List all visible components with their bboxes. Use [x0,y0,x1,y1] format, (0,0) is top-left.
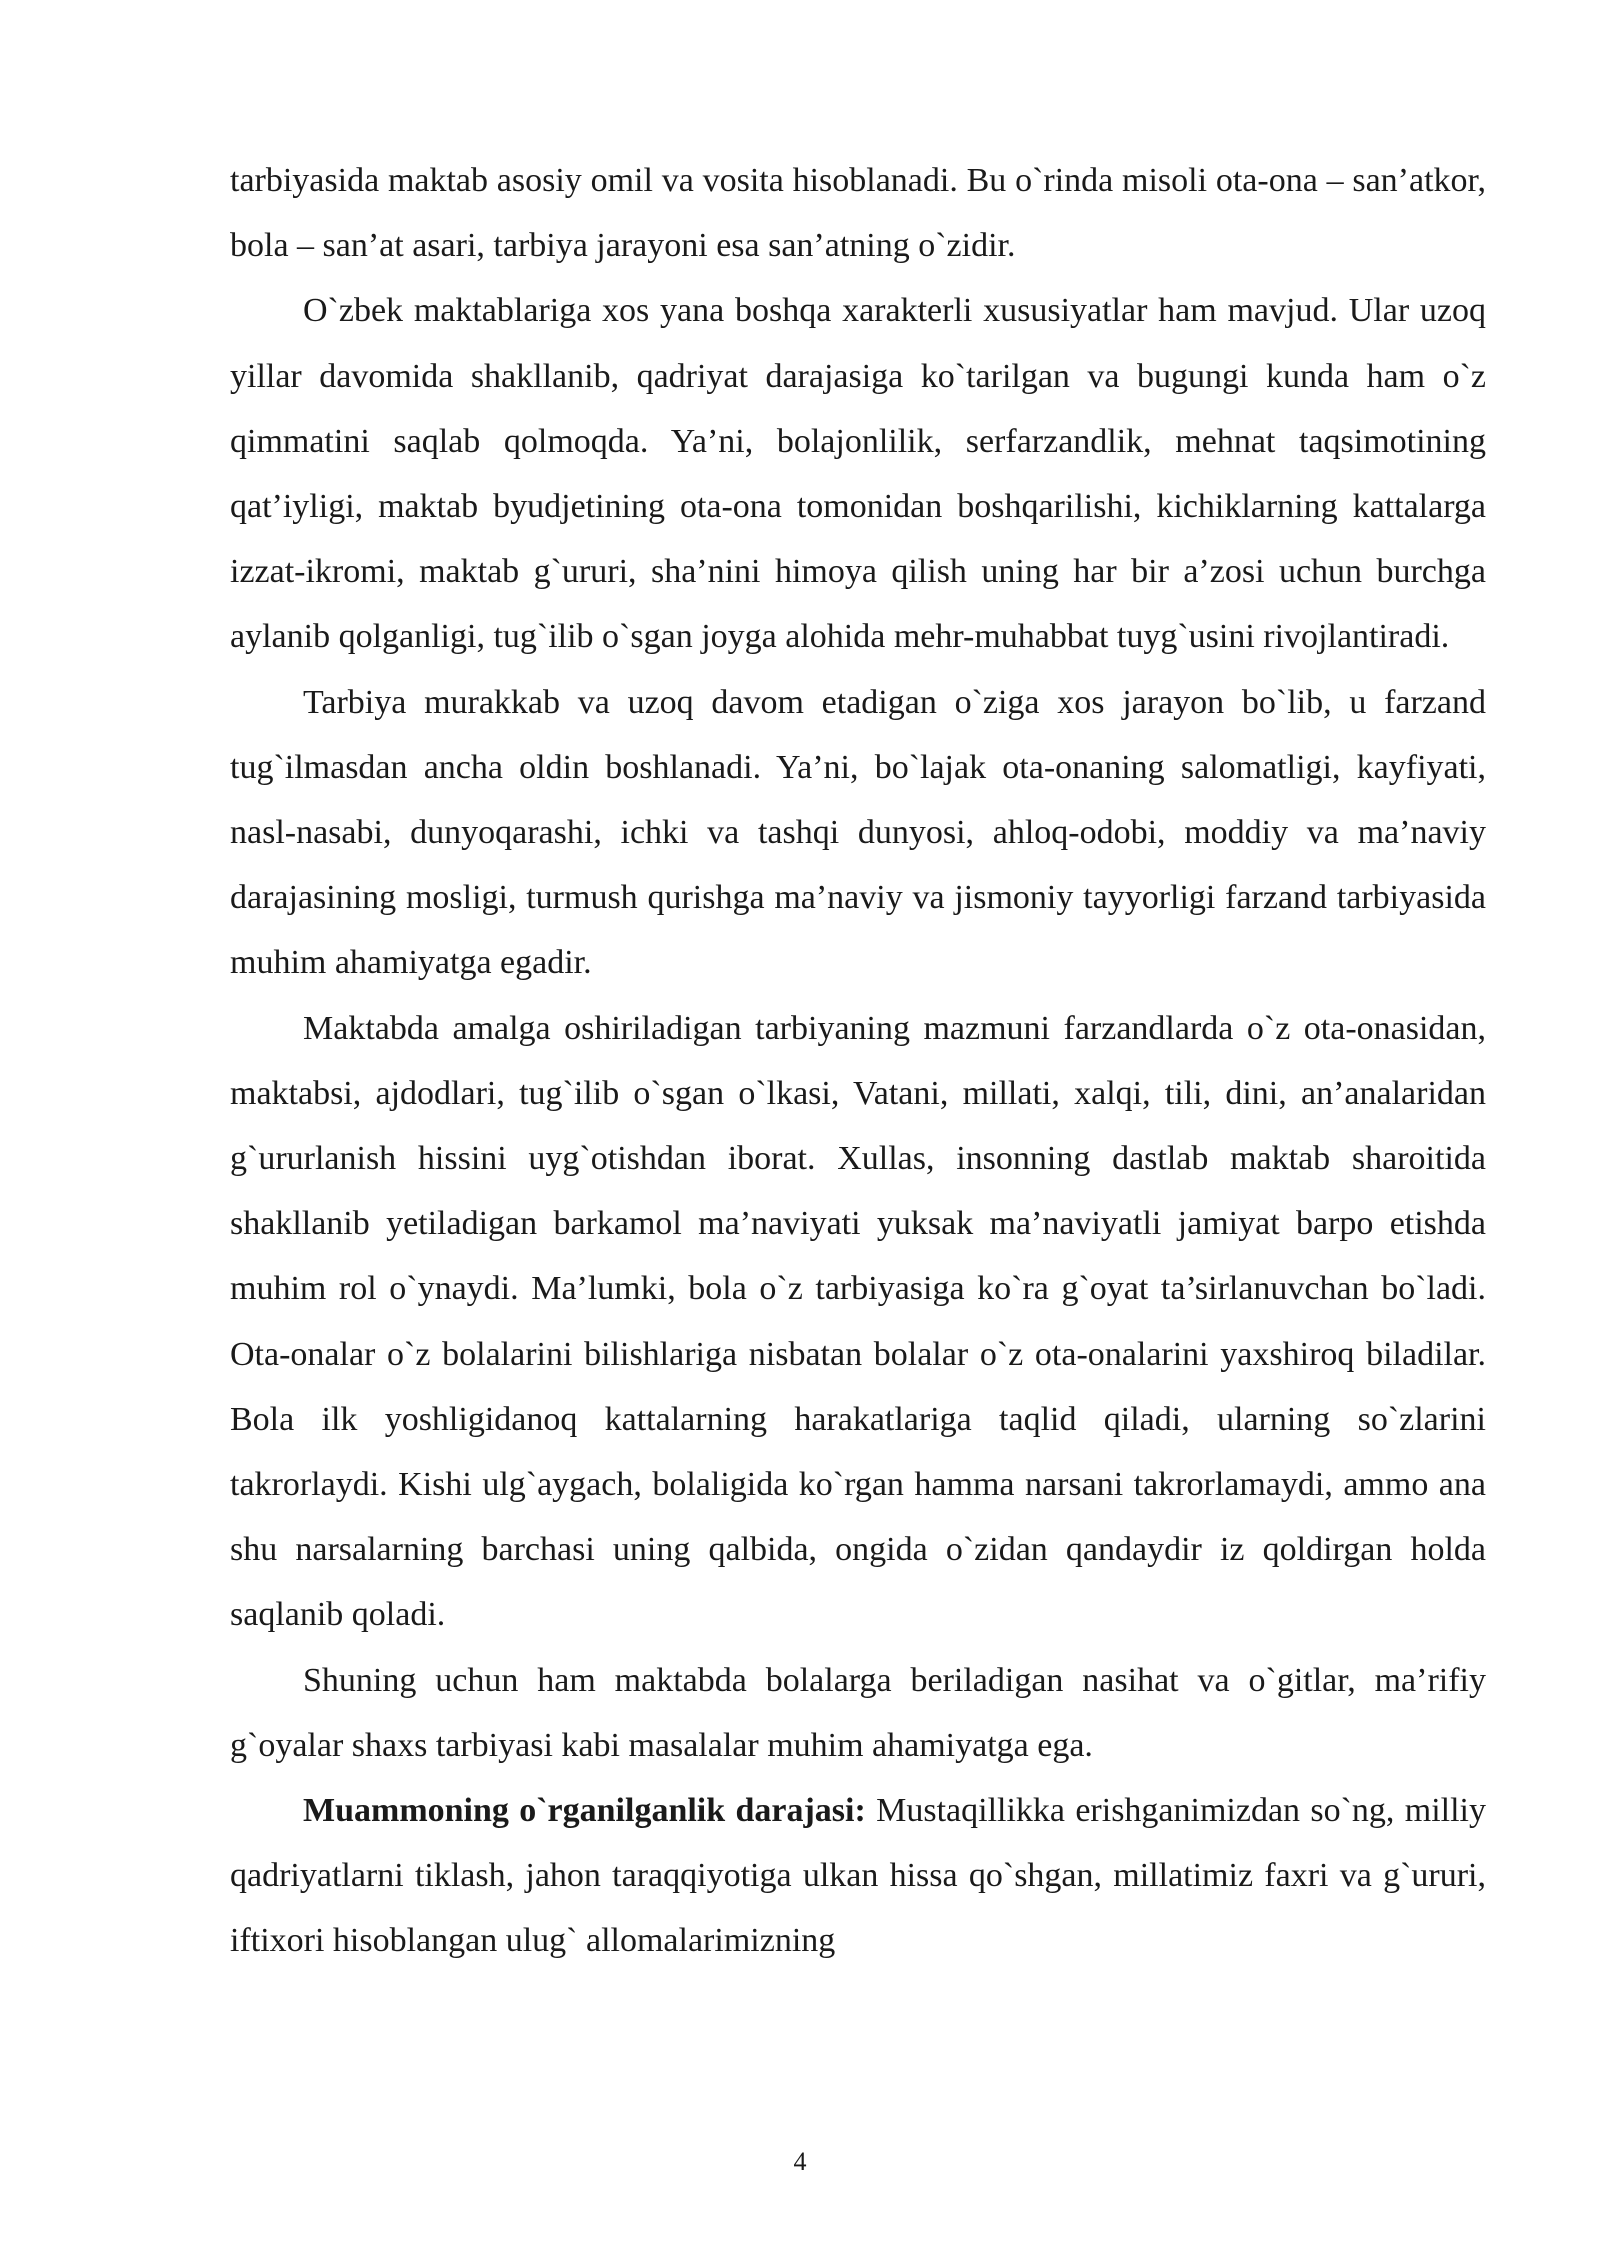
paragraph-advice: Shuning uchun ham maktabda bolalarga beriladigan nasihat va o`gitlar, ma’rifiy g`oyalar shaxs tarbiyasi kabi masalalar muhim ahamiyatga ega. [230,1661,1486,1764]
paragraph-school-upbringing: Maktabda amalga oshiriladigan tarbiyaning mazmuni farzandlarda o`z ota-onasidan, maktabsi, ajdodlari, tug`ilib o`sgan o`lkasi, Vatani, millati, xalqi, tili, dini, an’analaridan g`ururlanish hissini uyg`otishdan iborat. Xullas, insonning dastlab maktab sharoitida shakllanib yetiladigan barkamol ma’naviyati yuksak ma’naviyatli jamiyat barpo etishda muhim rol o`ynaydi. Ma’lumki, bola o`z tarbiyasiga ko`ra g`oyat ta’sirlanuvchan bo`ladi. Ota-onalar o`z bolalarini bilishlariga nisbatan bolalar o`z ota-onalarini yaxshiroq biladilar. Bola ilk yoshligidanoq kattalarning harakatlariga taqlid qiladi, ularning so`zlarini takrorlaydi. Kishi ulg`aygach, bolaligida ko`rgan hamma narsani takrorlamaydi, ammo ana shu narsalarning barchasi uning qalbida, ongida o`zidan qandaydir iz qoldirgan holda saqlanib qoladi. [230,1009,1486,1634]
paragraph-upbringing-process: Tarbiya murakkab va uzoq davom etadigan o`ziga xos jarayon bo`lib, u farzand tug`ilmasdan ancha oldin boshlanadi. Ya’ni, bo`lajak ota-onaning salomatligi, kayfiyati, nasl-nasabi, dunyoqarashi, ichki va tashqi dunyosi, ahloq-odobi, moddiy va ma’naviy darajasining mosligi, turmush qurishga ma’naviy va jismoniy tayyorligi farzand tarbiyasida muhim ahamiyatga egadir. [230,683,1486,982]
paragraph-continuation: tarbiyasida maktab asosiy omil va vosita hisoblanadi. Bu o`rinda misoli ota-ona – san’atkor, bola – san’at asari, tarbiya jarayoni esa san’atning o`zidir. [230,162,1486,265]
paragraph-uzbek-schools: O`zbek maktablariga xos yana boshqa xarakterli xususiyatlar ham mavjud. Ular uzoq yillar davomida shakllanib, qadriyat darajasiga ko`tarilgan va bugungi kunda ham o`z qimmatini saqlab qolmoqda. Ya’ni, bolajonlilik, serfarzandlik, mehnat taqsimotining qat’iyligi, maktab byudjetining ota-ona tomonidan boshqarilishi, kichiklarning kattalarga izzat-ikromi, maktab g`ururi, sha’nini himoya qilish uning har bir a’zosi uchun burchga aylanib qolganligi, tug`ilib o`sgan joyga alohida mehr-muhabbat tuyg`usini rivojlantiradi. [230,292,1486,656]
section-heading: Muammoning o`rganilganlik darajasi: [303,1792,866,1830]
paragraph-research-degree [230,1778,1486,1974]
page-number: 4 [793,2147,807,2176]
paragraph-research-text: Mustaqillikka erishganimizdan so`ng, milliy qadriyatlarni tiklash, jahon taraqqiyotiga ulkan hissa qo`shgan, millatimiz faxri va g`ururi, iftixori hisoblangan ulug` allomalarimizning [230,1792,1486,1960]
document-page [230,148,1486,1974]
